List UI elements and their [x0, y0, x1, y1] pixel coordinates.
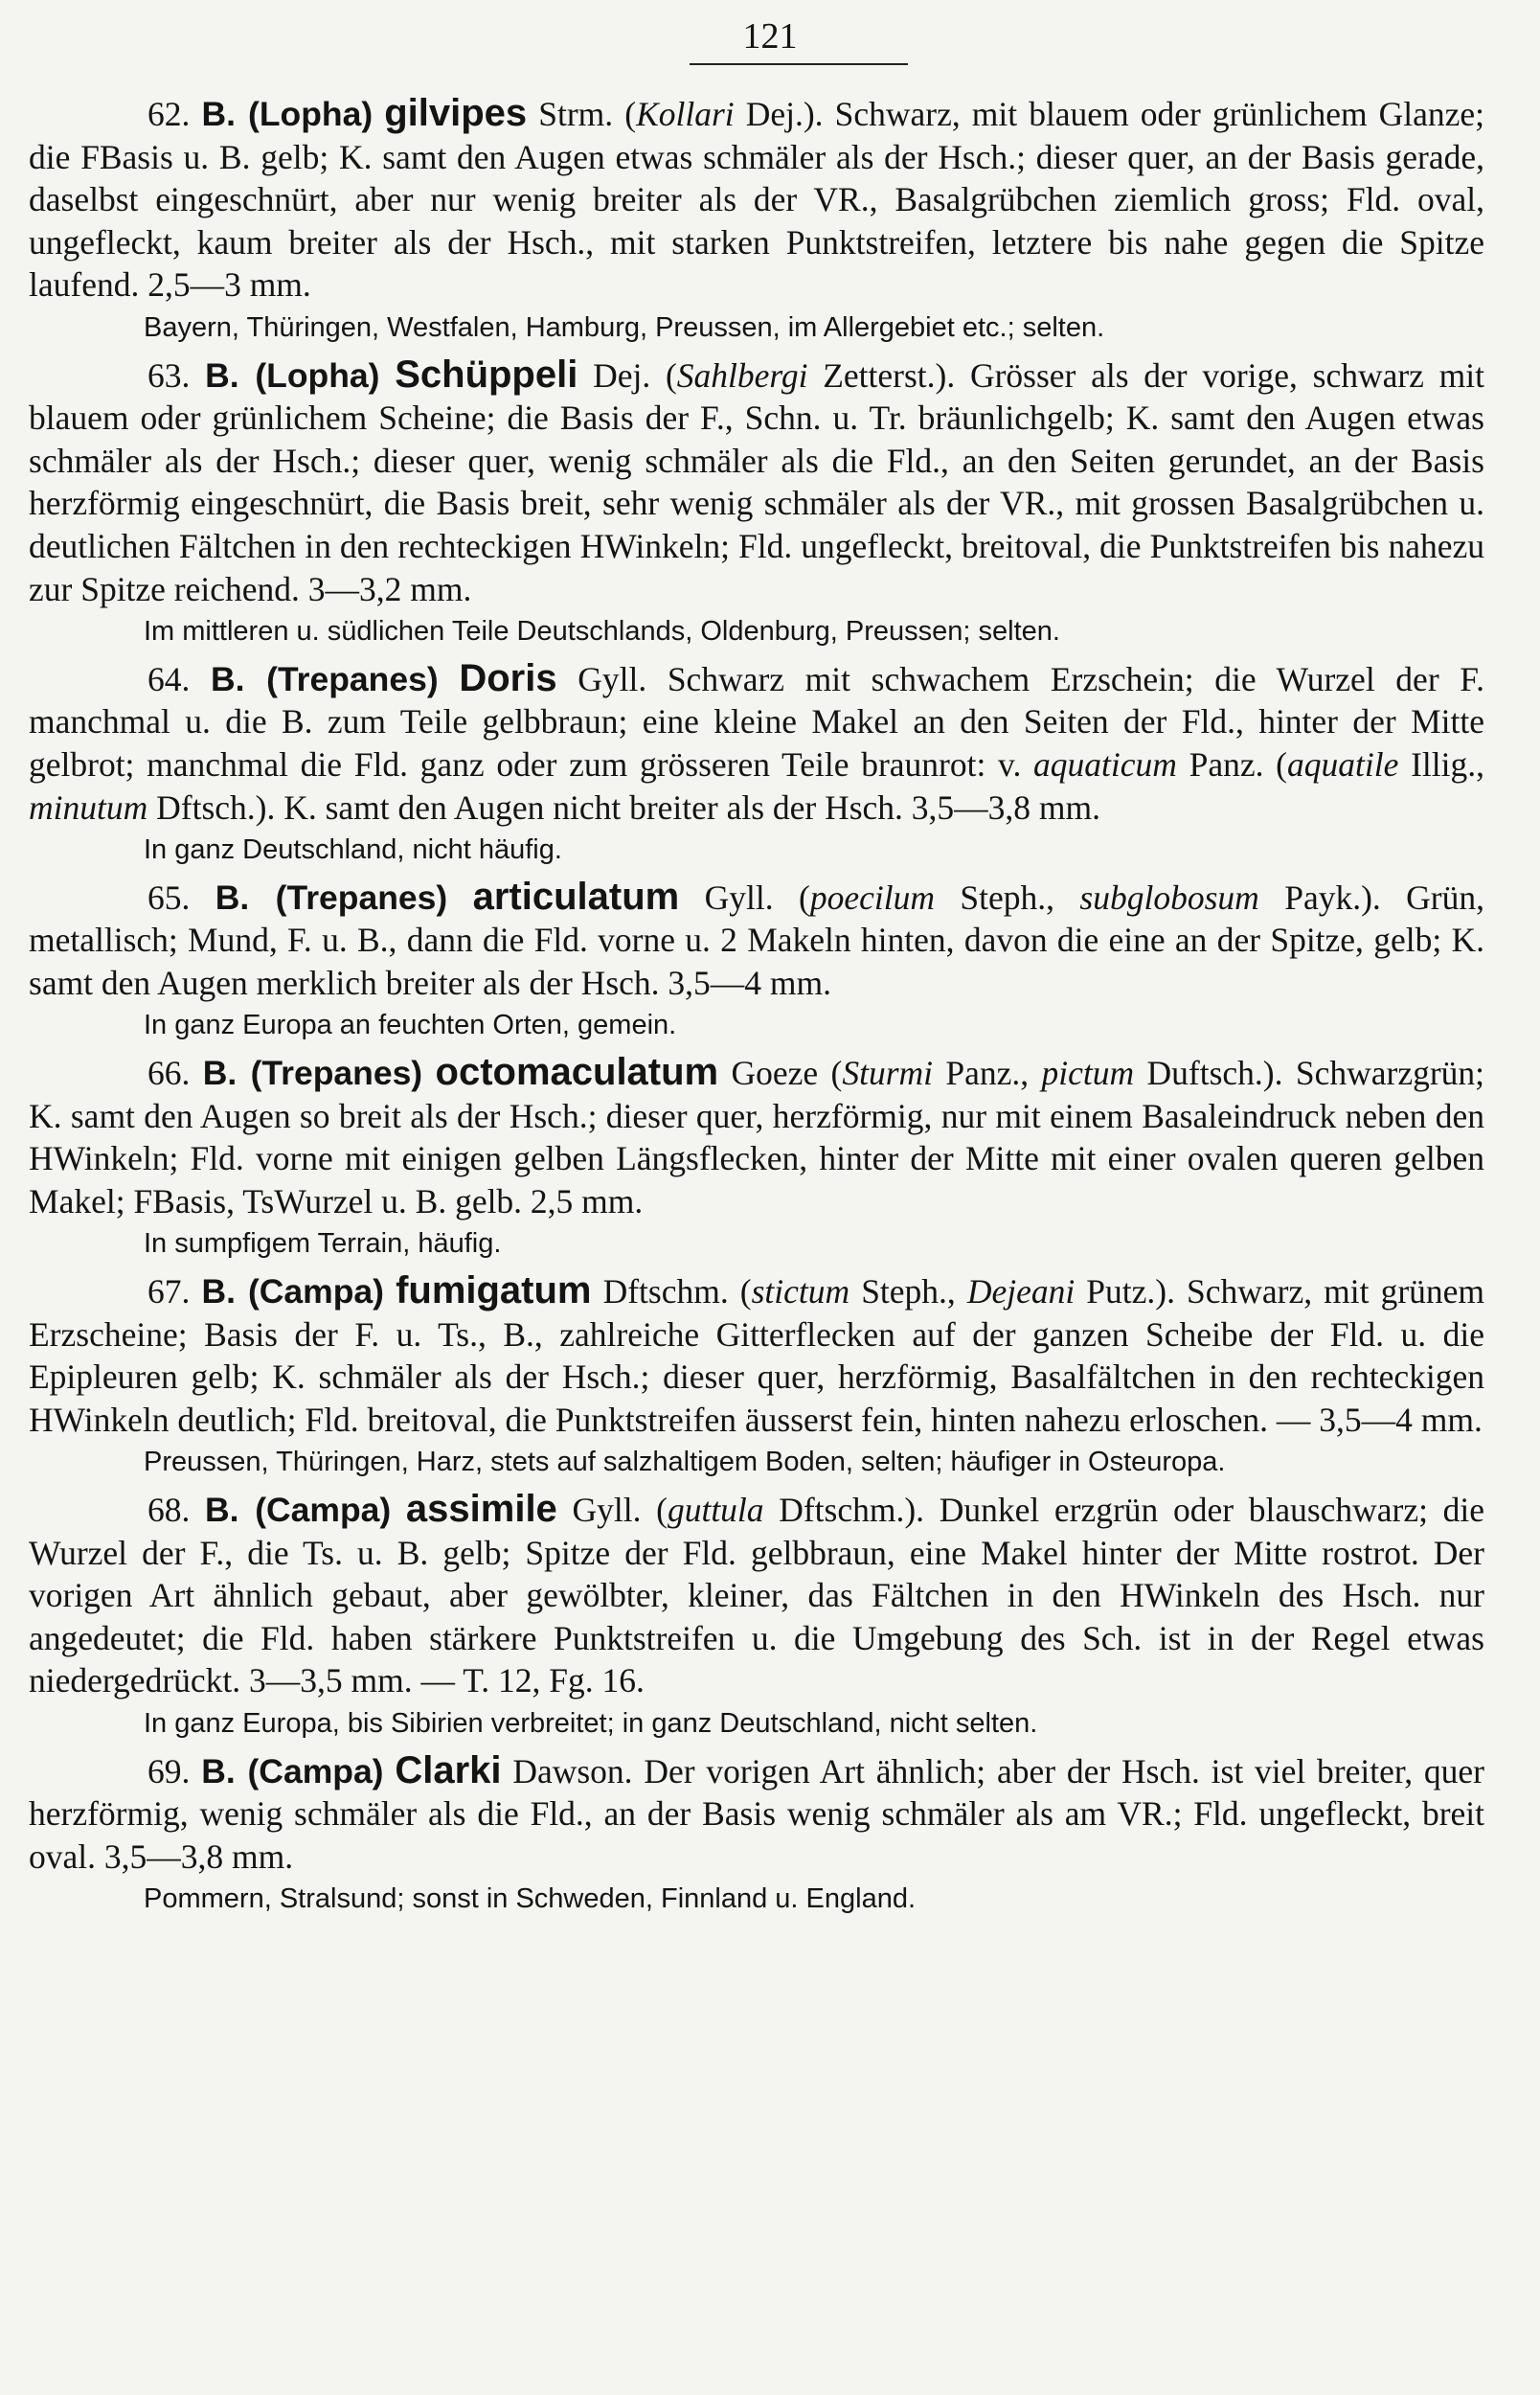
description-text: Panz. ( [1176, 744, 1288, 784]
synonym-name: minutum [29, 787, 148, 827]
locality-line: Bayern, Thüringen, Westfalen, Hamburg, Preussen, im Allergebiet etc.; selten. [144, 311, 1105, 343]
species-description [29, 876, 1484, 1005]
genus-name: B. (Campa) [205, 1491, 392, 1529]
description-text: Dftschm. ( [602, 1272, 752, 1312]
species-entry [29, 876, 1484, 1047]
genus-name: B. (Trepanes) [215, 878, 448, 917]
locality-line: In ganz Europa an feuchten Orten, gemein. [144, 1010, 677, 1041]
entry-number: 64. [147, 659, 191, 698]
species-entry [29, 1269, 1484, 1484]
description-text: Illig., [1398, 744, 1484, 784]
description-text: Steph., [849, 1272, 967, 1312]
species-entry [29, 1051, 1484, 1266]
description-text: Dej.). Schwarz, mit blauem oder grünlichem Glanze; die FBasis u. B. gelb; K. samt den Augen etwas schmäler als der Hsch.; dieser quer, an der Basis gerade, daselbst eingeschnürt, aber nur wenig breiter als der VR., Basalgrübchen ziemlich gross; Fld. oval, ungefleckt, kaum breiter als der Hsch., mit starken Punktstreifen, letztere bis nahe gegen die Spitze laufend. 2,5—3 mm. [29, 95, 1485, 305]
species-name: assimile [405, 1488, 557, 1530]
description-text: Goeze ( [731, 1054, 843, 1093]
species-description [29, 657, 1484, 829]
locality-line: In sumpfigem Terrain, häufig. [144, 1228, 502, 1260]
description-text: Gyll. ( [704, 878, 810, 917]
description-text: Panz., [933, 1054, 1042, 1093]
description-text: Dawson. Der vorigen Art ähnlich; aber der Hsch. ist viel breiter, quer herzförmig, wenig schmäler als die Fld., an der Basis wenig schmäler als am VR.; Fld. ungefleckt, breit oval. 3,5—3,8 mm. [29, 1751, 1485, 1876]
synonym-name: guttula [667, 1491, 764, 1529]
description-text: Putz.). Schwarz, mit grünem Erzscheine; Basis der F. u. Ts., B., zahlreiche Gitterflecken auf der ganzen Scheibe der Fld. u. die Epipleuren gelb; K. schmäler als der Hsch.; dieser quer, herzförmig, Basalfältchen in den rechteckigen HWinkeln deutlich; Fld. breitoval, die Punktstreifen äusserst fein, hinten nahezu erloschen. — 3,5—4 mm. [29, 1272, 1485, 1439]
species-description [29, 1269, 1484, 1441]
entry-number: 69. [147, 1751, 191, 1791]
synonym-name: subglobosum [1079, 878, 1259, 917]
synonym-name: Sturmi [842, 1054, 934, 1093]
genus-name: B. (Trepanes) [211, 659, 439, 698]
species-description [29, 1051, 1484, 1222]
species-name: Doris [459, 656, 557, 699]
description-text: Gyll. ( [572, 1491, 668, 1529]
description-text: Dftschm.). Dunkel erzgrün oder blauschwarz; die Wurzel der F., die Ts. u. B. gelb; Spitze der Fld. gelbbraun, eine Makel hinter der Mitte rostrot. Der vorigen Art ähnlich gebaut, aber gewölbter, kleiner, das Fältchen in den HWinkeln des Hsch. nur angedeutet; die Fld. haben stärkere Punktstreifen u. die Umgebung des Sch. ist in der Regel etwas niedergedrückt. 3—3,5 mm. — T. 12, Fg. 16. [29, 1491, 1485, 1700]
genus-name: B. (Lopha) [201, 95, 374, 133]
entry-number: 63. [147, 355, 191, 395]
synonym-name: poecilum [809, 878, 935, 917]
locality-line: In ganz Europa, bis Sibirien verbreitet; in ganz Deutschland, nicht selten. [144, 1707, 1038, 1739]
entry-number: 66. [147, 1054, 191, 1093]
locality-line: In ganz Deutschland, nicht häufig. [144, 834, 562, 866]
locality-line: Preussen, Thüringen, Harz, stets auf salzhaltigem Boden, selten; häufiger in Osteuropa. [144, 1447, 1226, 1478]
species-name: octomaculatum [435, 1051, 719, 1094]
description-text: Gyll. Schwarz mit schwachem Erzschein; die Wurzel der F. manchmal u. die B. zum Teile gelbbraun; eine kleine Makel an den Seiten der Fld., hinter der Mitte gelbrot; manchmal die Fld. ganz oder zum grösseren Teile braunrot: v. [29, 659, 1485, 784]
entry-number: 62. [147, 95, 191, 133]
synonym-name: Kollari [636, 95, 735, 133]
species-name: Clarki [395, 1748, 502, 1791]
synonym-name: stictum [751, 1272, 850, 1312]
header-rule [690, 63, 908, 65]
species-name: Schüppeli [395, 353, 578, 396]
species-entry [29, 92, 1484, 350]
locality-line: Pommern, Stralsund; sonst in Schweden, Finnland u. England. [144, 1883, 917, 1915]
species-name: fumigatum [396, 1269, 592, 1312]
locality-line: Im mittleren u. südlichen Teile Deutschlands, Oldenburg, Preussen; selten. [144, 616, 1060, 648]
synonym-name: aquatile [1287, 744, 1399, 784]
species-entry [29, 1749, 1484, 1921]
genus-name: B. (Lopha) [205, 355, 380, 395]
genus-name: B. (Campa) [201, 1751, 384, 1791]
species-description [29, 1749, 1484, 1879]
synonym-name: pictum [1041, 1054, 1135, 1093]
species-description [29, 92, 1484, 307]
page-number: 121 [742, 16, 798, 57]
description-text: Payk.). Grün, metallisch; Mund, F. u. B., dann die Fld. vorne u. 2 Makeln hinten, davon die eine an der Spitze, gelb; K. samt den Augen merklich breiter als der Hsch. 3,5—4 mm. [29, 878, 1485, 1002]
synonym-name: Sahlbergi [676, 355, 808, 395]
entry-number: 67. [147, 1272, 191, 1312]
description-text: Zetterst.). Grösser als der vorige, schwarz mit blauem oder grünlichem Scheine; die Basis der F., Schn. u. Tr. bräunlichgelb; K. samt den Augen etwas schmäler als der Hsch.; dieser quer, wenig schmäler als die Fld., an den Seiten gerundet, an der Basis herzförmig eingeschnürt, die Basis breit, sehr wenig schmäler als der VR., mit grossen Basalgrübchen u. deutlichen Fältchen in den rechteckigen HWinkeln; Fld. ungefleckt, breitoval, die Punktstreifen bis nahezu zur Spitze reichend. 3—3,2 mm. [29, 355, 1484, 608]
species-entry [29, 354, 1484, 653]
entry-number: 65. [147, 878, 191, 917]
description-text: Dftsch.). K. samt den Augen nicht breiter als der Hsch. 3,5—3,8 mm. [147, 787, 1101, 827]
synonym-name: aquaticum [1033, 744, 1177, 784]
description-text: Strm. ( [538, 95, 637, 133]
synonym-name: Dejeani [966, 1272, 1076, 1312]
species-name: gilvipes [384, 92, 528, 134]
book-page [29, 0, 1484, 2395]
species-entry [29, 1488, 1484, 1745]
genus-name: B. (Trepanes) [202, 1054, 423, 1093]
description-text: Dej. ( [593, 355, 677, 395]
description-text: Steph., [934, 878, 1080, 917]
species-name: articulatum [472, 875, 680, 918]
species-description [29, 1488, 1484, 1702]
description-text: Duftsch.). Schwarzgrün; K. samt den Augen so breit als der Hsch.; dieser quer, herzförmig, nur mit einem Basaleindruck neben den HWinkeln; Fld. vorne mit einigen gelben Längsflecken, hinter der Mitte mit einer ovalen queren gelben Makel; FBasis, TsWurzel u. B. gelb. 2,5 mm. [29, 1054, 1485, 1220]
entry-number: 68. [147, 1491, 191, 1529]
species-description [29, 354, 1484, 611]
genus-name: B. (Campa) [201, 1272, 384, 1312]
species-entries [29, 92, 1484, 1925]
species-entry [29, 657, 1484, 872]
